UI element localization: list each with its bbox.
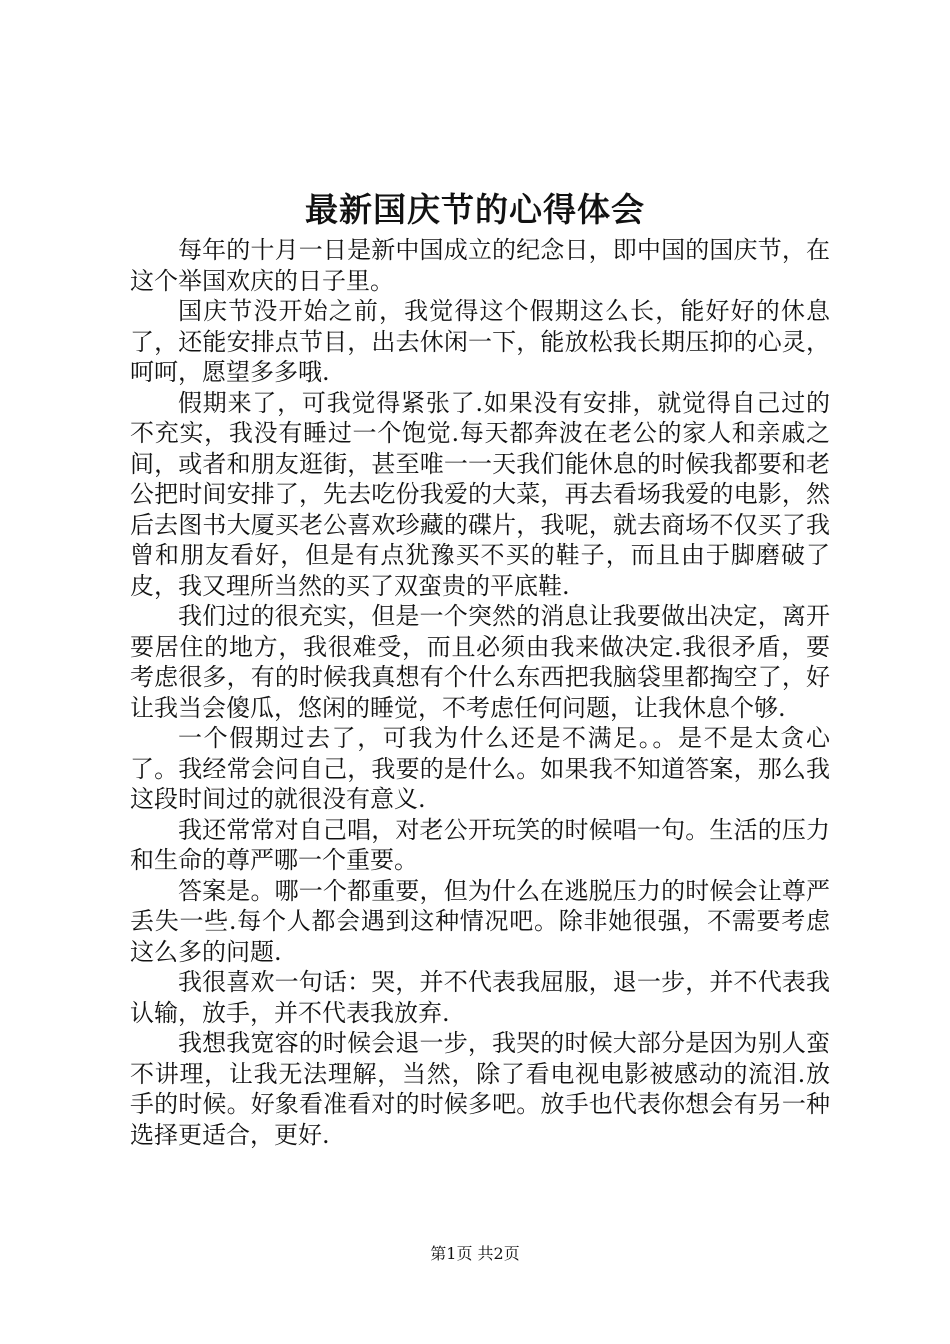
paragraph-3: 假期来了，可我觉得紧张了.如果没有安排，就觉得自己过的不充实，我没有睡过一个饱觉.每天都奔波在老公的家人和亲戚之间，或者和朋友逛街，甚至唯一一天我们能休息的时候我都要和老公把时间安排了，先去吃份我爱的大菜，再去看场我爱的电影，然后去图书大厦买老公喜欢珍藏的碟片，我呢，就去商场不仅买了我曾和朋友看好，但是有点犹豫买不买的鞋子，而且由于脚磨破了皮，我又理所当然的买了双蛮贵的平底鞋. (130, 388, 830, 600)
paragraph-8: 我很喜欢一句话：哭，并不代表我屈服，退一步，并不代表我认输，放手，并不代表我放弃. (130, 968, 830, 1027)
paragraph-1: 每年的十月一日是新中国成立的纪念日，即中国的国庆节，在这个举国欢庆的日子里。 (130, 236, 830, 295)
document-title: 最新国庆节的心得体会 (305, 190, 645, 229)
page-number-footer: 第1页 共2页 (430, 1244, 520, 1263)
paragraph-5: 一个假期过去了，可我为什么还是不满足。。是不是太贪心了。我经常会问自己，我要的是什么。如果我不知道答案，那么我这段时间过的就很没有意义. (130, 724, 830, 813)
paragraph-2: 国庆节没开始之前，我觉得这个假期这么长，能好好的休息了，还能安排点节目，出去休闲一下，能放松我长期压抑的心灵，呵呵，愿望多多哦. (130, 297, 830, 386)
document-body (130, 235, 830, 1150)
paragraph-6: 我还常常对自己唱，对老公开玩笑的时候唱一句。生活的压力和生命的尊严哪一个重要。 (130, 815, 830, 874)
paragraph-4: 我们过的很充实，但是一个突然的消息让我要做出决定，离开要居住的地方，我很难受，而且必须由我来做决定.我很矛盾，要考虑很多，有的时候我真想有个什么东西把我脑袋里都掏空了，好让我当会傻瓜，悠闲的睡觉，不考虑任何问题，让我休息个够. (130, 602, 830, 722)
paragraph-9: 我想我宽容的时候会退一步，我哭的时候大部分是因为别人蛮不讲理，让我无法理解，当然，除了看电视电影被感动的流泪.放手的时候。好象看准看对的时候多吧。放手也代表你想会有另一种选择更适合，更好. (130, 1029, 830, 1149)
paragraph-7: 答案是。哪一个都重要，但为什么在逃脱压力的时候会让尊严丢失一些.每个人都会遇到这种情况吧。除非她很强，不需要考虑这么多的问题. (130, 876, 830, 966)
